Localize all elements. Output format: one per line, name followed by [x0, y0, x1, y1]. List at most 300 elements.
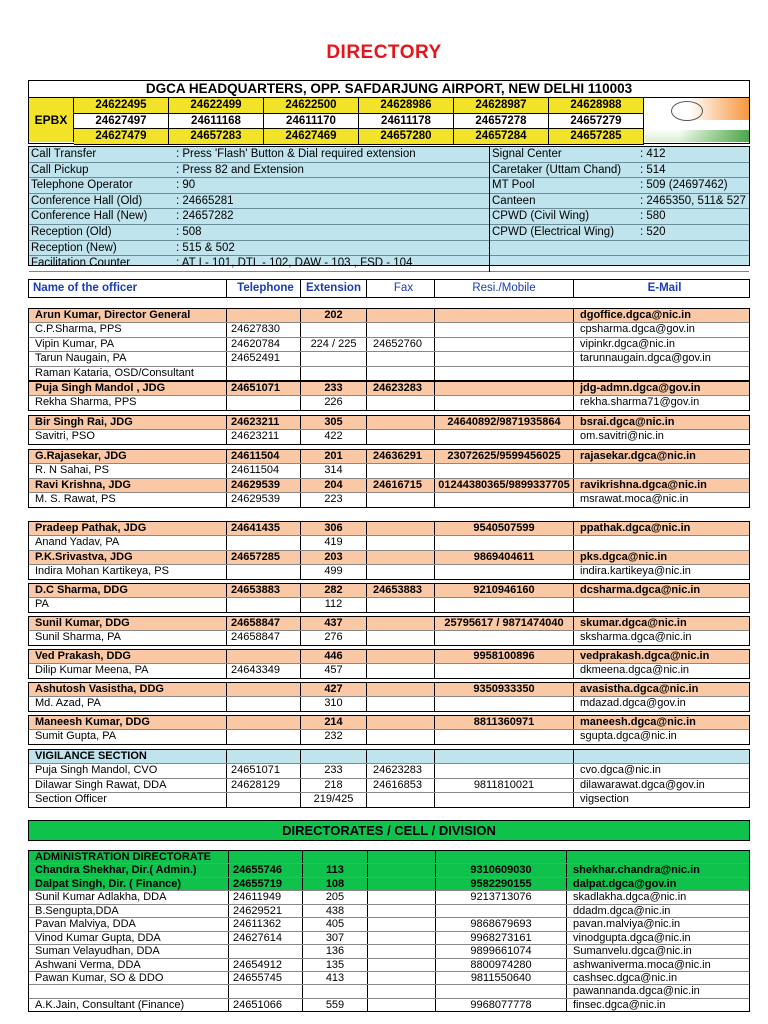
table-cell: 9213713076	[436, 891, 567, 903]
epbx-number: 24657284	[454, 129, 549, 145]
table-cell: 24641435	[227, 522, 301, 535]
table-cell: 25795617 / 9871474040	[435, 617, 574, 630]
table-cell: Ravi Krishna, JDG	[29, 479, 227, 492]
table-row	[29, 959, 749, 972]
info-key: Signal Center	[492, 148, 562, 160]
table-row	[29, 750, 749, 764]
table-cell: 307	[303, 932, 368, 944]
info-line	[490, 256, 749, 272]
table-cell: 413	[303, 972, 368, 984]
table-cell[interactable]: rekha.sharma71@gov.in	[580, 396, 700, 409]
vigilance-section	[28, 749, 750, 808]
info-line	[29, 256, 489, 272]
table-row	[29, 416, 749, 430]
table-cell	[367, 598, 435, 611]
table-row	[29, 493, 749, 506]
info-line	[490, 178, 749, 194]
table-cell	[367, 650, 435, 663]
info-line	[490, 241, 749, 257]
table-cell: 24653883	[367, 584, 435, 597]
table-row	[29, 793, 749, 806]
table-row	[29, 851, 749, 864]
table-cell: B.Sengupta,DDA	[29, 905, 229, 917]
table-cell: 419	[301, 536, 367, 549]
table-cell: 233	[301, 382, 367, 395]
info-value: : 24657282	[176, 210, 234, 223]
column-header: Fax	[367, 280, 435, 297]
info-line	[490, 163, 749, 179]
info-line	[29, 241, 489, 257]
column-header: E-Mail	[647, 282, 682, 294]
table-cell[interactable]: pks.dgca@nic.in	[580, 550, 668, 563]
table-cell	[227, 683, 301, 696]
table-cell	[368, 905, 436, 917]
table-cell: D.C Sharma, DDG	[29, 584, 227, 597]
table-cell[interactable]: msrawat.moca@nic.in	[580, 493, 689, 506]
table-cell	[227, 793, 301, 806]
table-cell[interactable]: ppathak.dgca@nic.in	[580, 522, 691, 534]
table-cell	[574, 464, 749, 477]
table-cell[interactable]: Sumanvelu.dgca@nic.in	[573, 945, 692, 958]
table-cell: 24652760	[367, 338, 435, 351]
epbx-number: 24657280	[359, 129, 454, 145]
table-cell	[227, 598, 301, 611]
officer-block	[28, 308, 750, 381]
table-cell	[367, 697, 435, 710]
table-cell	[435, 750, 574, 763]
hq-heading: DGCA HEADQUARTERS, OPP. SAFDARJUNG AIRPORT, NEW DELHI 110003	[29, 81, 749, 98]
table-cell: PA	[29, 598, 227, 611]
table-cell: 9811550640	[436, 972, 567, 984]
column-header-row	[28, 279, 750, 298]
table-cell: 24651066	[229, 999, 303, 1011]
table-cell: 24627830	[227, 323, 301, 336]
table-cell	[435, 598, 574, 611]
table-row	[29, 779, 749, 793]
table-cell: 24627614	[229, 932, 303, 944]
table-cell	[435, 382, 574, 395]
table-cell[interactable]: dkmeena.dgca@nic.in	[580, 664, 690, 677]
table-cell	[435, 664, 574, 677]
officer-block	[28, 715, 750, 745]
epbx-number: 24657279	[549, 114, 644, 130]
table-cell: 24629539	[227, 479, 301, 492]
table-cell[interactable]: dgoffice.dgca@nic.in	[580, 309, 691, 321]
table-row	[29, 565, 749, 578]
table-cell	[435, 352, 574, 365]
table-cell	[303, 985, 368, 997]
table-row	[29, 999, 749, 1011]
table-cell: 24623211	[227, 416, 301, 429]
table-cell: 24658847	[227, 631, 301, 644]
table-cell	[368, 864, 436, 876]
table-cell	[435, 323, 574, 336]
column-header: Telephone	[227, 280, 301, 297]
table-cell: M. S. Rawat, PS	[29, 493, 227, 506]
table-cell	[435, 367, 574, 380]
table-cell: 24658847	[227, 617, 301, 630]
table-cell[interactable]: avasistha.dgca@nic.in	[580, 683, 699, 695]
table-row	[29, 972, 749, 985]
table-cell: 24657285	[227, 551, 301, 564]
table-cell: 9210946160	[435, 584, 574, 597]
table-cell: 24653883	[227, 584, 301, 597]
table-cell	[435, 493, 574, 506]
epbx-number: 24627469	[264, 129, 359, 145]
table-cell: Indira Mohan Kartikeya, PS	[29, 565, 227, 578]
table-row	[29, 598, 749, 611]
epbx-number: 24627479	[74, 129, 169, 145]
table-cell: 8800974280	[436, 959, 567, 971]
table-cell	[229, 851, 303, 863]
table-cell	[574, 367, 749, 380]
table-cell: VIGILANCE SECTION	[29, 750, 227, 763]
info-key: Call Pickup	[31, 163, 89, 176]
table-cell: 24651071	[227, 764, 301, 777]
table-cell	[229, 985, 303, 997]
table-row	[29, 730, 749, 743]
table-cell[interactable]: indira.kartikeya@nic.in	[580, 565, 691, 578]
table-row	[29, 382, 749, 396]
table-cell	[368, 878, 436, 890]
table-cell: Sumit Gupta, PA	[29, 730, 227, 743]
info-key: Telephone Operator	[31, 179, 133, 192]
table-cell: Arun Kumar, Director General	[29, 309, 227, 322]
table-cell	[367, 323, 435, 336]
table-cell: 214	[301, 716, 367, 729]
table-cell: 24623211	[227, 430, 301, 443]
table-cell	[227, 650, 301, 663]
table-cell: Ved Prakash, DDG	[29, 650, 227, 663]
table-row	[29, 536, 749, 550]
table-cell	[367, 683, 435, 696]
info-value: : AT I - 101, DTL - 102, DAW - 103 , FSD - 104	[176, 257, 413, 270]
table-cell[interactable]: cvo.dgca@nic.in	[580, 764, 661, 777]
table-cell[interactable]: dilawarawat.dgca@gov.in	[580, 778, 705, 791]
table-cell: 427	[301, 683, 367, 696]
column-header: Name of the officer	[29, 280, 227, 297]
info-right-column	[490, 147, 749, 272]
table-cell: 24652491	[227, 352, 301, 365]
table-cell: Dilawar Singh Rawat, DDA	[29, 779, 227, 792]
epbx-numbers	[74, 98, 644, 142]
table-cell: 113	[303, 864, 368, 876]
table-cell: 24611949	[229, 891, 303, 903]
table-cell	[227, 730, 301, 743]
table-cell	[303, 851, 368, 863]
table-cell[interactable]: vipinkr.dgca@nic.in	[580, 337, 675, 350]
table-cell	[368, 918, 436, 930]
table-cell: P.K.Srivastva, JDG	[29, 551, 227, 564]
table-cell	[368, 945, 436, 957]
info-line	[490, 194, 749, 210]
table-cell[interactable]: om.savitri@nic.in	[580, 430, 664, 443]
table-row	[29, 932, 749, 945]
table-cell: 223	[301, 493, 367, 506]
table-cell: 24623283	[367, 764, 435, 777]
table-row	[29, 945, 749, 958]
table-cell	[367, 309, 435, 322]
table-row	[29, 631, 749, 644]
table-row	[29, 367, 749, 380]
table-cell[interactable]: sgupta.dgca@nic.in	[580, 730, 677, 743]
table-cell[interactable]: skadlakha.dgca@nic.in	[573, 891, 687, 904]
table-cell: 24655719	[229, 878, 303, 890]
table-cell: 112	[301, 598, 367, 611]
page-title: DIRECTORY	[326, 42, 442, 63]
table-cell[interactable]: maneesh.dgca@nic.in	[580, 716, 696, 728]
table-cell	[435, 730, 574, 743]
table-cell[interactable]: ddadm.dgca@nic.in	[573, 904, 671, 917]
table-row	[29, 716, 749, 730]
table-cell: 9958100896	[435, 650, 574, 663]
table-cell	[227, 309, 301, 322]
table-cell[interactable]: pawannanda.dgca@nic.in	[573, 985, 700, 998]
table-cell	[368, 972, 436, 984]
table-row	[29, 396, 749, 409]
table-cell: 9811810021	[435, 779, 574, 792]
table-cell: 224 / 225	[301, 338, 367, 351]
table-cell: 219/425	[301, 793, 367, 806]
table-cell	[367, 396, 435, 409]
table-cell: 9350933350	[435, 683, 574, 696]
table-cell: 310	[301, 697, 367, 710]
table-cell[interactable]: mdazad.dgca@gov.in	[580, 697, 686, 710]
officer-block	[28, 415, 750, 445]
officer-block	[28, 682, 750, 712]
table-cell	[435, 631, 574, 644]
table-cell: Bir Singh Rai, JDG	[29, 416, 227, 429]
table-cell	[368, 932, 436, 944]
table-row	[29, 891, 749, 904]
table-cell: 205	[303, 891, 368, 903]
table-cell	[368, 985, 436, 997]
table-cell[interactable]: vinodgupta.dgca@nic.in	[573, 931, 691, 944]
table-cell: 438	[303, 905, 368, 917]
table-cell	[227, 697, 301, 710]
table-cell	[367, 716, 435, 729]
table-row	[29, 323, 749, 337]
hq-box	[28, 80, 750, 144]
info-value: : 508	[176, 225, 202, 238]
table-cell: 201	[301, 450, 367, 463]
table-cell[interactable]: dcsharma.dgca@nic.in	[580, 584, 701, 596]
table-cell[interactable]: ravikrishna.dgca@nic.in	[580, 478, 707, 491]
table-cell: Dilip Kumar Meena, PA	[29, 664, 227, 677]
info-key: Caretaker (Uttam Chand)	[492, 163, 622, 176]
table-cell[interactable]: dalpat.dgca@gov.in	[573, 877, 677, 890]
table-cell: 9968273161	[436, 932, 567, 944]
epbx-number: 24611168	[169, 114, 264, 130]
table-cell: 24655746	[229, 864, 303, 876]
epbx-label: EPBX	[29, 98, 74, 142]
info-value: : 24665281	[176, 194, 234, 207]
table-row	[29, 764, 749, 778]
info-value: : 580	[640, 210, 666, 223]
table-cell: 437	[301, 617, 367, 630]
table-cell: 136	[303, 945, 368, 957]
info-value: : 520	[640, 225, 666, 238]
table-cell: 218	[301, 779, 367, 792]
table-cell: 24640892/9871935864	[435, 416, 574, 429]
table-row	[29, 352, 749, 366]
officer-block	[28, 583, 750, 613]
table-cell	[29, 985, 229, 997]
table-cell[interactable]: vedprakash.dgca@nic.in	[580, 650, 710, 662]
table-row	[29, 650, 749, 664]
table-cell: 9540507599	[435, 522, 574, 535]
table-cell[interactable]: cpsharma.dgca@gov.in	[580, 323, 695, 336]
table-cell[interactable]: jdg-admn.dgca@gov.in	[580, 382, 701, 394]
info-line	[490, 147, 749, 163]
info-line	[29, 209, 489, 225]
table-cell: 8811360971	[435, 716, 574, 729]
info-key: Facilitation Counter	[31, 257, 131, 270]
table-cell[interactable]: sksharma.dgca@nic.in	[580, 631, 692, 644]
info-key: Conference Hall (Old)	[31, 194, 143, 207]
info-value: : 90	[176, 179, 196, 192]
table-cell: 276	[301, 631, 367, 644]
table-cell	[435, 536, 574, 549]
table-cell: 9868679693	[436, 918, 567, 930]
table-cell: Md. Azad, PA	[29, 697, 227, 710]
table-cell	[368, 891, 436, 903]
table-cell	[227, 536, 301, 549]
info-key: Reception (New)	[31, 241, 117, 254]
table-row	[29, 697, 749, 710]
table-cell: 9869404611	[435, 551, 574, 564]
directorates-banner: DIRECTORATES / CELL / DIVISION	[28, 820, 750, 841]
table-cell	[435, 430, 574, 443]
table-cell	[367, 750, 435, 763]
officer-block	[28, 616, 750, 646]
table-cell: 204	[301, 479, 367, 492]
table-cell[interactable]: vigsection	[580, 793, 629, 806]
table-cell[interactable]: skumar.dgca@nic.in	[580, 617, 687, 629]
table-cell: Ashutosh Vasistha, DDG	[29, 683, 227, 696]
officer-block	[28, 521, 750, 580]
table-cell: A.K.Jain, Consultant (Finance)	[29, 999, 229, 1011]
info-key: CPWD (Civil Wing)	[492, 210, 590, 223]
table-cell: R. N Sahai, PS	[29, 464, 227, 477]
info-value: : Press 82 and Extension	[176, 163, 304, 176]
table-cell	[227, 716, 301, 729]
table-cell	[367, 367, 435, 380]
table-row	[29, 664, 749, 677]
table-cell	[367, 730, 435, 743]
table-cell[interactable]: cashsec.dgca@nic.in	[573, 971, 678, 984]
officer-block	[28, 449, 750, 508]
table-cell[interactable]: tarunnaugain.dgca@gov.in	[580, 352, 711, 365]
table-cell: 24651071	[227, 382, 301, 395]
table-cell: 9968077778	[436, 999, 567, 1011]
table-cell: Maneesh Kumar, DDG	[29, 716, 227, 729]
info-key: Reception (Old)	[31, 225, 112, 238]
table-cell: Puja Singh Mandol , JDG	[29, 382, 227, 395]
epbx-number: 24627497	[74, 114, 169, 130]
logo-image	[645, 98, 749, 142]
table-cell	[367, 416, 435, 429]
officer-block	[28, 381, 750, 411]
table-cell	[227, 396, 301, 409]
table-row	[29, 617, 749, 631]
table-row	[29, 430, 749, 443]
table-cell: 306	[301, 522, 367, 535]
column-header: Resi./Mobile	[435, 280, 574, 297]
table-cell	[435, 793, 574, 806]
table-cell	[229, 945, 303, 957]
info-value: : 514	[640, 163, 666, 176]
table-row	[29, 864, 749, 877]
table-cell[interactable]: pavan.malviya@nic.in	[573, 918, 681, 931]
table-cell[interactable]: bsrai.dgca@nic.in	[580, 416, 675, 428]
table-cell	[436, 985, 567, 997]
table-cell	[367, 522, 435, 535]
table-cell: Pradeep Pathak, JDG	[29, 522, 227, 535]
table-cell	[435, 338, 574, 351]
table-cell: 232	[301, 730, 367, 743]
table-cell: 499	[301, 565, 367, 578]
table-cell[interactable]: shekhar.chandra@nic.in	[573, 864, 700, 877]
table-cell	[367, 430, 435, 443]
table-cell	[367, 617, 435, 630]
table-cell: 24655745	[229, 972, 303, 984]
table-cell: 24620784	[227, 338, 301, 351]
table-cell	[367, 631, 435, 644]
table-cell[interactable]: ashwaniverma.moca@nic.in	[573, 958, 711, 971]
info-value: : 515 & 502	[176, 241, 235, 254]
info-value: : 2465350, 511& 527	[640, 194, 746, 207]
info-line	[490, 209, 749, 225]
table-cell: Sunil Kumar, DDG	[29, 617, 227, 630]
info-left-column	[29, 147, 490, 272]
table-cell: 559	[303, 999, 368, 1011]
info-value: : 509 (24697462)	[640, 179, 728, 192]
table-cell: Pavan Malviya, DDA	[29, 918, 229, 930]
table-cell: 24611504	[227, 464, 301, 477]
epbx-number: 24657283	[169, 129, 264, 145]
table-cell: Sunil Sharma, PA	[29, 631, 227, 644]
table-cell	[574, 598, 749, 611]
table-cell	[436, 851, 567, 863]
table-cell: 9899661074	[436, 945, 567, 957]
epbx-number: 24622495	[74, 98, 169, 114]
table-cell: 24628129	[227, 779, 301, 792]
table-cell	[435, 764, 574, 777]
info-line	[29, 163, 489, 179]
info-line	[29, 225, 489, 241]
info-key: Call Transfer	[31, 148, 97, 160]
table-cell: Vinod Kumar Gupta, DDA	[29, 932, 229, 944]
table-cell[interactable]: rajasekar.dgca@nic.in	[580, 450, 696, 462]
column-header: Extension	[301, 280, 367, 297]
table-cell	[368, 999, 436, 1011]
table-cell	[367, 352, 435, 365]
table-cell: Section Officer	[29, 793, 227, 806]
info-value: : Press 'Flash' Button & Dial required extension	[176, 148, 416, 160]
table-cell: Dalpat Singh, Dir. ( Finance)	[29, 878, 229, 890]
table-cell	[227, 367, 301, 380]
table-cell: Tarun Naugain, PA	[29, 352, 227, 365]
info-line	[29, 194, 489, 210]
table-cell[interactable]: finsec.dgca@nic.in	[573, 998, 666, 1011]
table-row	[29, 479, 749, 493]
table-cell: 24623283	[367, 382, 435, 395]
table-cell: 422	[301, 430, 367, 443]
table-cell	[367, 493, 435, 506]
table-cell: 24611362	[229, 918, 303, 930]
table-cell: 405	[303, 918, 368, 930]
